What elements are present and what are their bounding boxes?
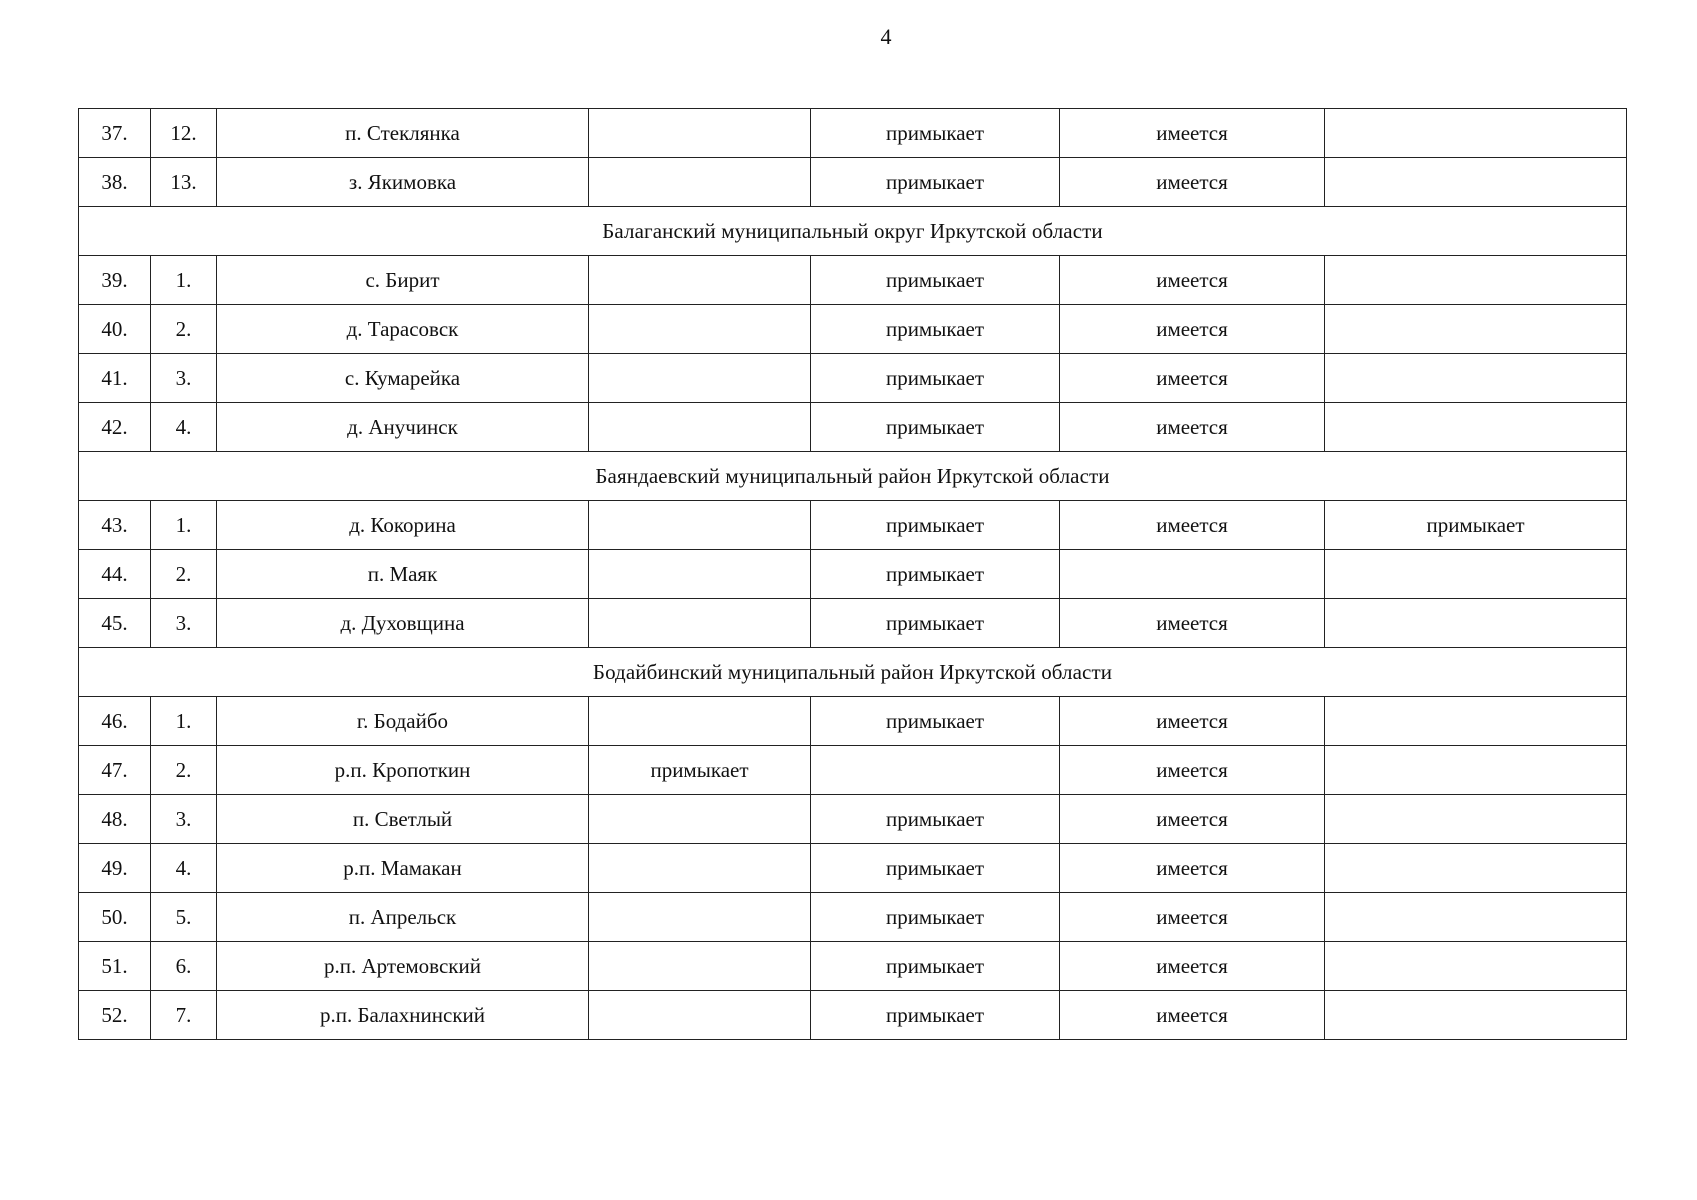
table-body: [79, 109, 1627, 1040]
column-4-cell: [589, 697, 811, 746]
district-header-row: [79, 452, 1627, 501]
column-6-cell: имеется: [1060, 844, 1325, 893]
district-header-row: [79, 207, 1627, 256]
settlement-name-cell: з. Якимовка: [217, 158, 589, 207]
table-row: [79, 599, 1627, 648]
column-6-cell: имеется: [1060, 305, 1325, 354]
column-7-cell: [1325, 550, 1627, 599]
column-7-cell: [1325, 403, 1627, 452]
page-number: 4: [880, 24, 892, 49]
column-5-cell: примыкает: [811, 893, 1060, 942]
column-4-cell: [589, 550, 811, 599]
row-number-cell: 38.: [79, 158, 151, 207]
sub-number-cell: 5.: [151, 893, 217, 942]
sub-number-cell: 3.: [151, 354, 217, 403]
column-6-cell: имеется: [1060, 501, 1325, 550]
column-4-cell: [589, 893, 811, 942]
row-number-cell: 51.: [79, 942, 151, 991]
sub-number-cell: 2.: [151, 550, 217, 599]
column-7-cell: [1325, 942, 1627, 991]
column-4-cell: [589, 501, 811, 550]
settlement-name-cell: д. Духовщина: [217, 599, 589, 648]
row-number-cell: 52.: [79, 991, 151, 1040]
table-row: [79, 795, 1627, 844]
row-number-cell: 47.: [79, 746, 151, 795]
column-7-cell: [1325, 893, 1627, 942]
column-5-cell: примыкает: [811, 795, 1060, 844]
column-4-cell: [589, 305, 811, 354]
row-number-cell: 45.: [79, 599, 151, 648]
sub-number-cell: 4.: [151, 844, 217, 893]
column-6-cell: имеется: [1060, 256, 1325, 305]
column-6-cell: [1060, 550, 1325, 599]
sub-number-cell: 3.: [151, 599, 217, 648]
table-row: [79, 305, 1627, 354]
table-row: [79, 991, 1627, 1040]
column-4-cell: [589, 109, 811, 158]
column-5-cell: примыкает: [811, 403, 1060, 452]
row-number-cell: 39.: [79, 256, 151, 305]
column-5-cell: примыкает: [811, 109, 1060, 158]
column-5-cell: примыкает: [811, 158, 1060, 207]
row-number-cell: 40.: [79, 305, 151, 354]
column-5-cell: примыкает: [811, 305, 1060, 354]
sub-number-cell: 2.: [151, 305, 217, 354]
district-title: Бодайбинский муниципальный район Иркутской области: [79, 648, 1627, 697]
column-7-cell: [1325, 256, 1627, 305]
settlement-name-cell: п. Маяк: [217, 550, 589, 599]
table-row: [79, 109, 1627, 158]
column-6-cell: имеется: [1060, 158, 1325, 207]
row-number-cell: 50.: [79, 893, 151, 942]
row-number-cell: 48.: [79, 795, 151, 844]
column-7-cell: [1325, 697, 1627, 746]
sub-number-cell: 1.: [151, 501, 217, 550]
settlement-name-cell: г. Бодайбо: [217, 697, 589, 746]
column-7-cell: [1325, 305, 1627, 354]
district-title: Балаганский муниципальный округ Иркутской области: [79, 207, 1627, 256]
table-row: [79, 403, 1627, 452]
table-row: [79, 158, 1627, 207]
district-title: Баяндаевский муниципальный район Иркутской области: [79, 452, 1627, 501]
column-7-cell: [1325, 354, 1627, 403]
sub-number-cell: 1.: [151, 256, 217, 305]
column-4-cell: [589, 354, 811, 403]
column-4-cell: [589, 795, 811, 844]
table-row: [79, 746, 1627, 795]
column-5-cell: примыкает: [811, 599, 1060, 648]
column-7-cell: [1325, 599, 1627, 648]
table-row: [79, 256, 1627, 305]
column-5-cell: примыкает: [811, 550, 1060, 599]
sub-number-cell: 4.: [151, 403, 217, 452]
table-row: [79, 942, 1627, 991]
column-6-cell: имеется: [1060, 109, 1325, 158]
column-7-cell: [1325, 844, 1627, 893]
sub-number-cell: 12.: [151, 109, 217, 158]
row-number-cell: 49.: [79, 844, 151, 893]
column-5-cell: примыкает: [811, 256, 1060, 305]
table-row: [79, 354, 1627, 403]
row-number-cell: 46.: [79, 697, 151, 746]
row-number-cell: 43.: [79, 501, 151, 550]
column-6-cell: имеется: [1060, 942, 1325, 991]
settlements-table: [78, 108, 1627, 1040]
settlement-name-cell: р.п. Кропоткин: [217, 746, 589, 795]
settlement-name-cell: р.п. Артемовский: [217, 942, 589, 991]
table-row: [79, 501, 1627, 550]
column-7-cell: [1325, 991, 1627, 1040]
column-4-cell: [589, 991, 811, 1040]
column-7-cell: [1325, 746, 1627, 795]
column-4-cell: [589, 844, 811, 893]
settlement-name-cell: д. Кокорина: [217, 501, 589, 550]
column-7-cell: [1325, 795, 1627, 844]
column-4-cell: примыкает: [589, 746, 811, 795]
column-5-cell: примыкает: [811, 942, 1060, 991]
column-7-cell: [1325, 158, 1627, 207]
column-4-cell: [589, 403, 811, 452]
column-6-cell: имеется: [1060, 991, 1325, 1040]
table-row: [79, 844, 1627, 893]
table-row: [79, 893, 1627, 942]
sub-number-cell: 7.: [151, 991, 217, 1040]
column-6-cell: имеется: [1060, 795, 1325, 844]
column-5-cell: примыкает: [811, 991, 1060, 1040]
settlement-name-cell: с. Бирит: [217, 256, 589, 305]
settlement-name-cell: п. Стеклянка: [217, 109, 589, 158]
column-5-cell: примыкает: [811, 354, 1060, 403]
row-number-cell: 42.: [79, 403, 151, 452]
sub-number-cell: 13.: [151, 158, 217, 207]
district-header-row: [79, 648, 1627, 697]
column-6-cell: имеется: [1060, 697, 1325, 746]
settlement-name-cell: с. Кумарейка: [217, 354, 589, 403]
row-number-cell: 41.: [79, 354, 151, 403]
settlement-name-cell: п. Апрельск: [217, 893, 589, 942]
column-6-cell: имеется: [1060, 599, 1325, 648]
sub-number-cell: 3.: [151, 795, 217, 844]
column-6-cell: имеется: [1060, 893, 1325, 942]
sub-number-cell: 1.: [151, 697, 217, 746]
column-5-cell: примыкает: [811, 844, 1060, 893]
column-6-cell: имеется: [1060, 746, 1325, 795]
sub-number-cell: 6.: [151, 942, 217, 991]
settlement-name-cell: д. Тарасовск: [217, 305, 589, 354]
column-5-cell: примыкает: [811, 501, 1060, 550]
column-5-cell: примыкает: [811, 697, 1060, 746]
settlement-name-cell: д. Анучинск: [217, 403, 589, 452]
column-4-cell: [589, 256, 811, 305]
column-6-cell: имеется: [1060, 354, 1325, 403]
column-4-cell: [589, 599, 811, 648]
settlement-name-cell: р.п. Балахнинский: [217, 991, 589, 1040]
settlement-name-cell: п. Светлый: [217, 795, 589, 844]
row-number-cell: 44.: [79, 550, 151, 599]
column-4-cell: [589, 158, 811, 207]
column-5-cell: [811, 746, 1060, 795]
column-4-cell: [589, 942, 811, 991]
column-7-cell: [1325, 109, 1627, 158]
sub-number-cell: 2.: [151, 746, 217, 795]
table-row: [79, 697, 1627, 746]
settlement-name-cell: р.п. Мамакан: [217, 844, 589, 893]
table-row: [79, 550, 1627, 599]
column-6-cell: имеется: [1060, 403, 1325, 452]
column-7-cell: примыкает: [1325, 501, 1627, 550]
row-number-cell: 37.: [79, 109, 151, 158]
